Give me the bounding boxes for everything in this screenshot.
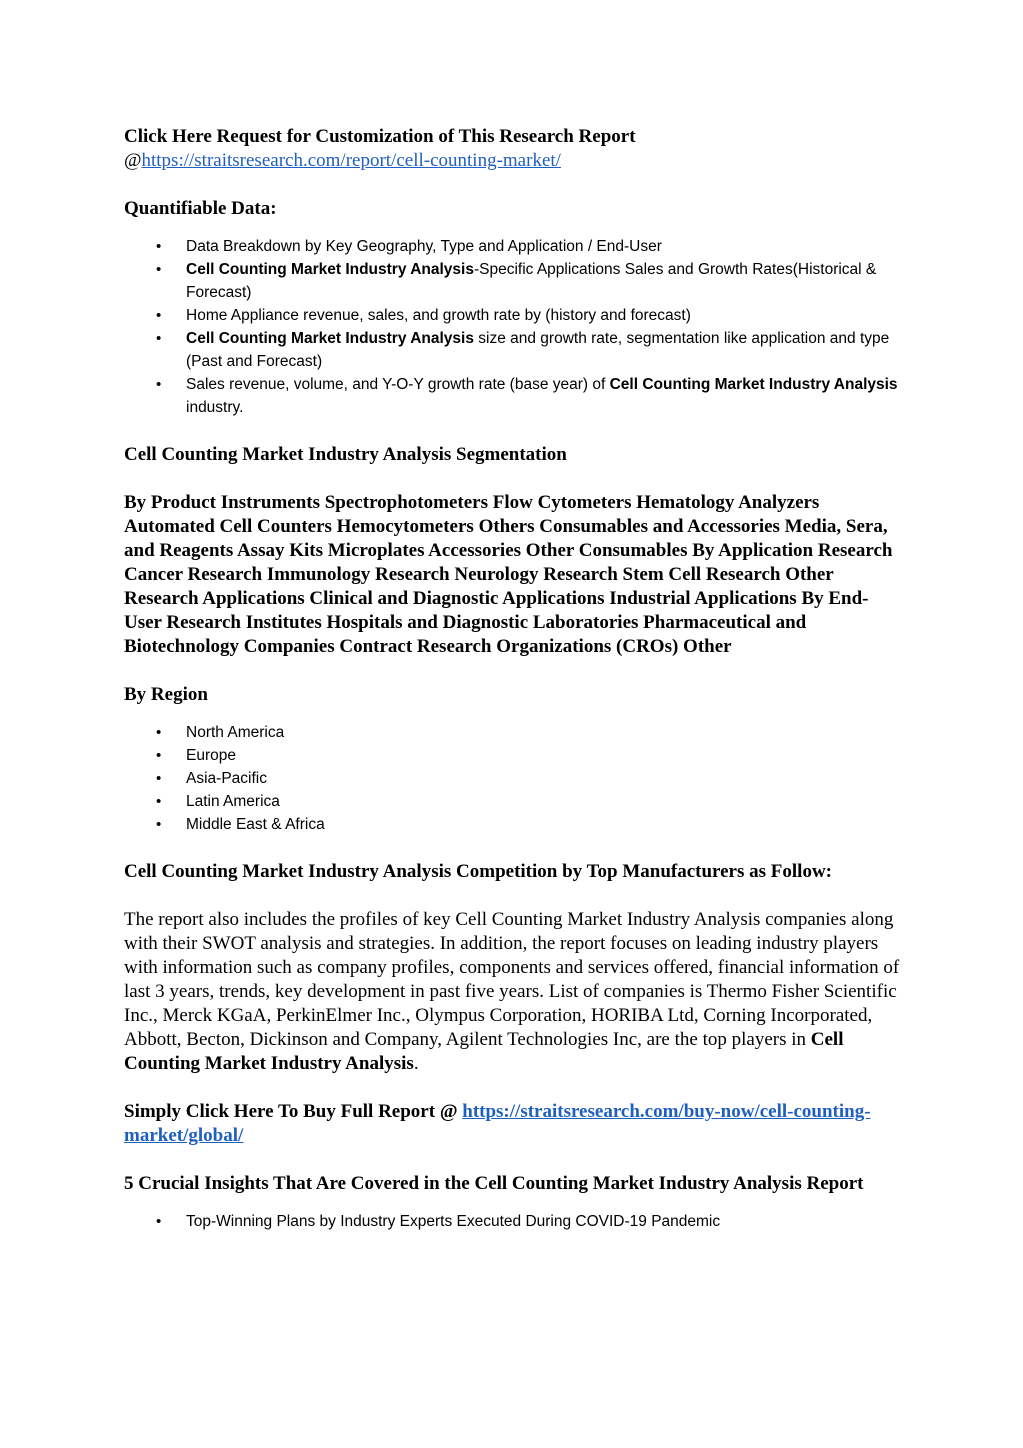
list-item: • Asia-Pacific [156,770,267,787]
quantifiable-heading: Quantifiable Data: [124,198,277,219]
list-item: • Home Appliance revenue, sales, and growth rate by (history and forecast) [156,307,691,324]
insights-heading: 5 Crucial Insights That Are Covered in the Cell Counting Market Industry Analysis Report [124,1173,864,1194]
customization-heading: Click Here Request for Customization of This Research Report [124,126,636,147]
quantifiable-list [124,235,904,419]
insights-list [124,1210,904,1233]
list-item: • Sales revenue, volume, and Y-O-Y growth rate (base year) of Cell Counting Market Industry Analysis industry. [156,376,898,416]
segmentation-heading: Cell Counting Market Industry Analysis Segmentation [124,444,567,465]
region-heading: By Region [124,684,208,705]
list-item: • Middle East & Africa [156,816,325,833]
document-page [124,125,904,1233]
list-item: • North America [156,724,285,741]
customization-link[interactable]: https://straitsresearch.com/report/cell-counting-market/ [141,150,561,171]
buy-line: Simply Click Here To Buy Full Report @ https://straitsresearch.com/buy-now/cell-counting-market/global/ [124,1101,871,1146]
list-item: • Europe [156,747,236,764]
list-item: • Top-Winning Plans by Industry Experts Executed During COVID-19 Pandemic [156,1213,721,1230]
segmentation-body: By Product Instruments Spectrophotometers Flow Cytometers Hematology Analyzers Automated Cell Counters Hemocytometers Others Consumables and Accessories Media, Sera, and Reagents Assay Kits Microplates Accessories Other Consumables By Application Research Cancer Research Immunology Research Neurology Research Stem Cell Research Other Research Applications Clinical and Diagnostic Applications Industrial Applications By End-User Research Institutes Hospitals and Diagnostic Laboratories Pharmaceutical and Biotechnology Companies Contract Research Organizations (CROs) Other [124,492,893,657]
list-item: • Data Breakdown by Key Geography, Type and Application / End-User [156,238,662,255]
list-item: • Cell Counting Market Industry Analysis size and growth rate, segmentation like application and type (Past and Forecast) [156,330,890,370]
competition-heading: Cell Counting Market Industry Analysis Competition by Top Manufacturers as Follow: [124,861,832,882]
buy-link[interactable]: https://straitsresearch.com/buy-now/cell-counting-market/global/ [124,1101,871,1146]
region-list [124,721,904,836]
customization-link-line: @https://straitsresearch.com/report/cell-counting-market/ [124,150,561,171]
list-item: • Cell Counting Market Industry Analysis-Specific Applications Sales and Growth Rates(Historical & Forecast) [156,261,877,301]
list-item: • Latin America [156,793,280,810]
competition-body: The report also includes the profiles of key Cell Counting Market Industry Analysis companies along with their SWOT analysis and strategies. In addition, the report focuses on leading industry players with information such as company profiles, components and services offered, financial information of last 3 years, trends, key development in past five years. List of companies is Thermo Fisher Scientific Inc., Merck KGaA, PerkinElmer Inc., Olympus Corporation, HORIBA Ltd, Corning Incorporated, Abbott, Becton, Dickinson and Company, Agilent Technologies Inc, are the top players in Cell Counting Market Industry Analysis. [124,909,900,1074]
